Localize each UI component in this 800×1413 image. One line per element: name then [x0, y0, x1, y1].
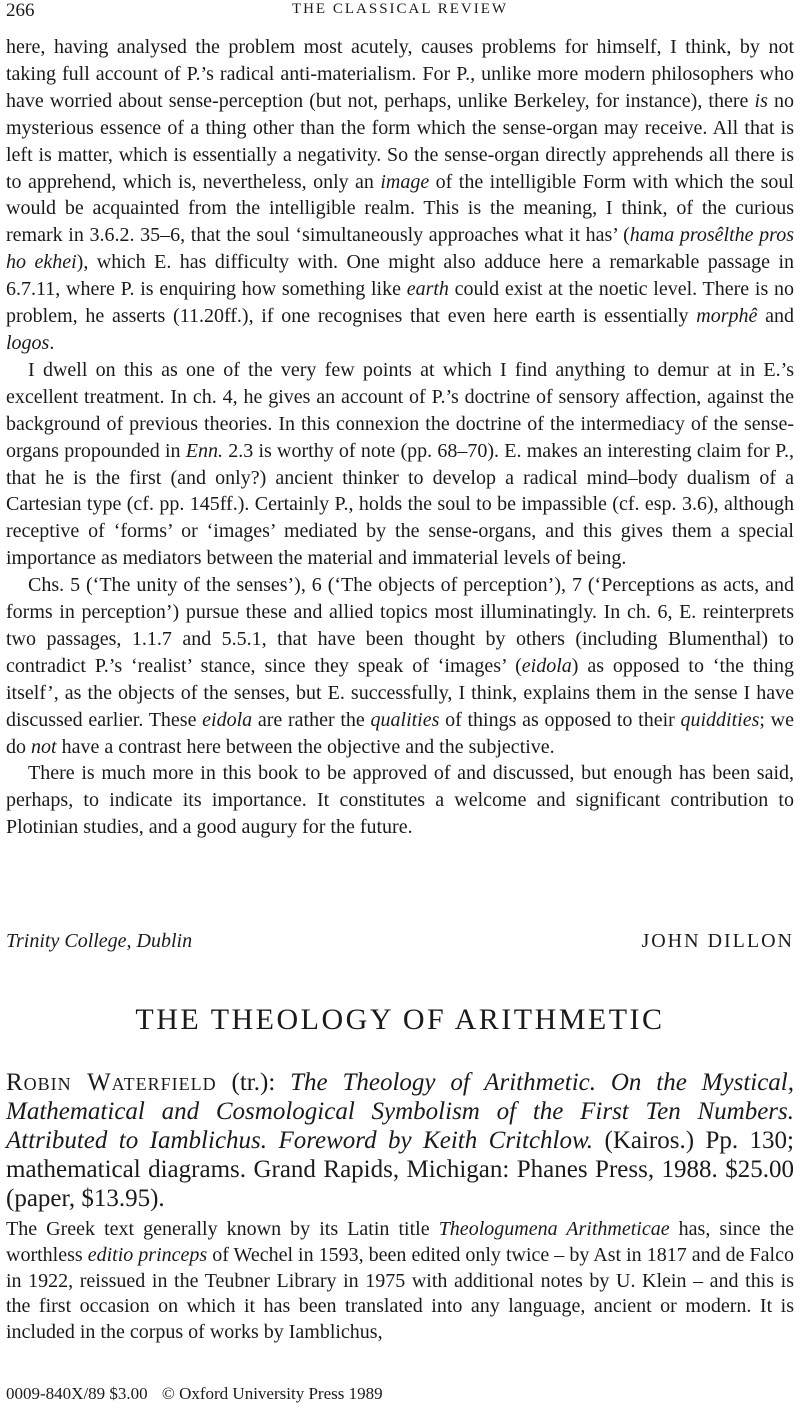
italic-run: Enn. [185, 439, 223, 462]
italic-run: hama prosêlthe pros ho ekhei [6, 224, 794, 274]
book-citation [6, 1068, 794, 1213]
journal-title: THE CLASSICAL REVIEW [291, 1, 509, 17]
text-run: Chs. 5 (‘The unity of the senses’), 6 (‘The objects of perception’), 7 (‘Perceptions as acts, and forms in perception’) pursue these and allied topics most illuminatingly. In ch. 6, E. reinterprets two passages, 1.1.7 and 5.5.1, that have been thought by others (including Blumenthal) to contradict P.’s ‘realist’ stance, since they speak of ‘images’ ( [6, 574, 794, 677]
italic-run: The Theology of Arithmetic. On the Mystical, Mathematical and Cosmological Symbolism of the First Ten Numbers. Attributed to Iamblichus. Foreword by Keith Critchlow. [6, 1069, 794, 1154]
section-title: THE THEOLOGY OF ARITHMETIC [135, 1003, 665, 1036]
paragraph [6, 572, 794, 760]
italic-run: editio princeps [87, 1243, 208, 1266]
paragraph [6, 1217, 794, 1346]
italic-run: Theologumena Arithmeticae [438, 1218, 670, 1240]
page-footer [6, 1384, 393, 1404]
text-run: I dwell on this as one of the very few points at which I find anything to demur at in E.’s excellent treatment. In ch. 4, he gives an account of P.’s doctrine of sensory affection, against the background of previous theories. In this connexion the doctrine of the intermediacy of the sense-organs propounded in [6, 358, 794, 462]
text-run: have a contrast here between the objective and the subjective. [56, 735, 555, 758]
italic-run: morphê [696, 305, 758, 328]
italic-run: eidola [202, 708, 253, 731]
text-run: are rather the [252, 708, 371, 731]
italic-run: image [380, 170, 430, 193]
small-caps-run: Robin Waterfield [6, 1069, 217, 1096]
italic-run: quiddities [680, 708, 760, 731]
text-run: 2.3 is worthy of note (pp. 68–70). E. makes an interesting claim for P., that he is the first (and only?) ancient thinker to develop a radical mind–body dualism of a Cartesian type (cf. pp. 145ff.). Certainly P., holds the soul to be impassible (cf. esp. 3.6), although receptive of ‘forms’ or ‘images’ mediated by the sense-organs, and this gives them a special importance as mediators between the material and immaterial levels of being. [6, 439, 794, 570]
text-run: ), which E. has difficulty with. One might also adduce here a remarkable passage in 6.7.11, where P. is enquiring how something like [6, 251, 795, 301]
italic-run: eidola [521, 654, 572, 677]
text-run: . [49, 331, 55, 354]
reviewer-affiliation: Trinity College, Dublin [6, 930, 193, 952]
paragraph [6, 357, 794, 572]
issn-price: 0009-840X/89 $3.00 [6, 1384, 148, 1403]
paragraph [6, 34, 794, 357]
reviewer-name: JOHN DILLON [641, 930, 794, 952]
text-run: has, since the worthless [6, 1218, 795, 1266]
text-run: of things as opposed to their [439, 708, 681, 731]
copyright: © Oxford University Press 1989 [161, 1384, 383, 1403]
text-run: (Kairos.) Pp. 130; mathematical diagrams. Grand Rapids, Michigan: Phanes Press, 1988. $25.00 (paper, $13.95). [6, 1127, 794, 1212]
running-head [6, 0, 794, 30]
text-run: The Greek text generally known by its Latin title [6, 1218, 439, 1240]
review-waterfield-body [6, 1217, 794, 1346]
text-run: There is much more in this book to be approved of and discussed, but enough has been said, perhaps, to indicate its importance. It constitutes a welcome and significant contribution to Plotinian studies, and a good augury for the future. [6, 762, 794, 839]
paragraph [6, 760, 794, 841]
text-run: of the intelligible Form with which the soul would be acquainted from the intelligible realm. This is the meaning, I think, of the curious remark in 3.6.2. 35–6, that the soul ‘simultaneously approaches what it has’ ( [6, 170, 794, 247]
review-dillon-body [6, 34, 794, 841]
text-run: here, having analysed the problem most acutely, causes problems for himself, I think, by not taking full account of P.’s radical anti-materialism. For P., unlike more modern philosophers who have worried about sense-perception (but not, perhaps, unlike Berkeley, for instance), there [6, 36, 794, 112]
italic-run: qualities [370, 708, 440, 731]
text-run: and [757, 305, 794, 328]
italic-run: is [754, 89, 768, 112]
text-run: could exist at the noetic level. There is no problem, he asserts (11.20ff.), if one recognises that even here earth is essentially [6, 278, 794, 328]
text-run: no mysterious essence of a thing other than the form which the sense-organ may receive. All that is left is matter, which is essentially a negativity. So the sense-organ directly apprehends all there is to apprehend, which is, nevertheless, only an [6, 89, 794, 193]
text-run: ; we do [6, 708, 794, 758]
italic-run: not [31, 735, 57, 758]
italic-run: logos [6, 331, 50, 354]
text-run: ) as opposed to ‘the thing itself’, as the objects of the senses, but E. successfully, I think, explains them in the sense I have discussed earlier. These [6, 654, 794, 731]
italic-run: earth [406, 278, 449, 301]
page-number: 266 [6, 0, 35, 21]
text-run: (tr.): [216, 1069, 291, 1096]
text-run: of Wechel in 1593, been edited only twice – by Ast in 1817 and de Falco in 1922, reissued in the Teubner Library in 1975 with additional notes by U. Klein – and this is the first occasion on which it has been translated into any language, ancient or modern. It is included in the corpus of works by Iamblichus, [6, 1243, 794, 1344]
review-signature [6, 930, 794, 960]
